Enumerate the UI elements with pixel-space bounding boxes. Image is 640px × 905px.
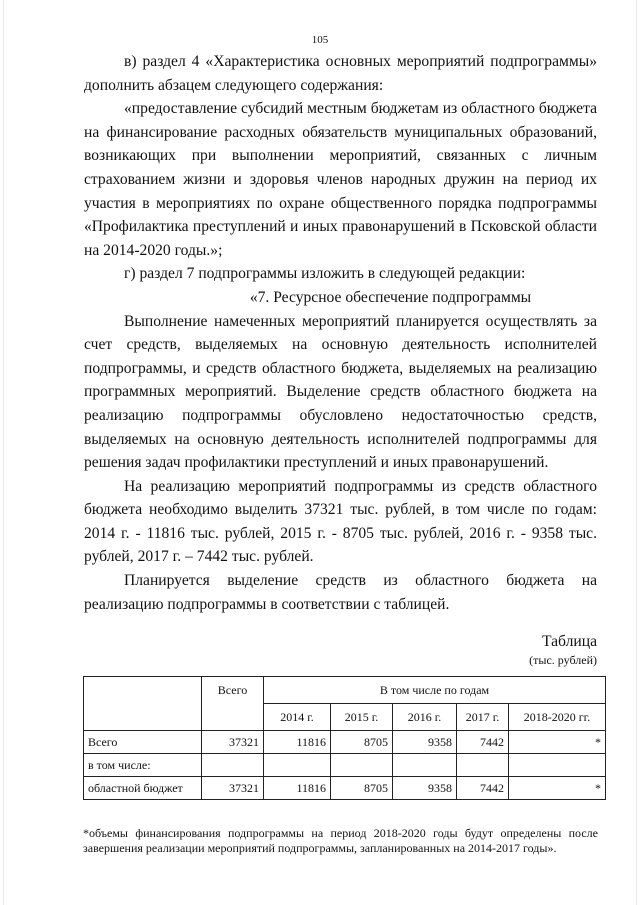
row-total: 37321 [202, 731, 264, 754]
row-value: 8705 [331, 777, 393, 800]
paragraph-section-7-intro: г) раздел 7 подпрограммы изложить в следующей редакции: [124, 265, 526, 283]
scan-edge-right [636, 0, 637, 905]
resource-table [83, 676, 606, 800]
header-year: 2015 г. [331, 704, 393, 731]
header-total: Всего [202, 677, 264, 731]
row-value [393, 754, 457, 777]
document-body [84, 50, 597, 616]
row-label: в том числе: [84, 754, 202, 777]
table-unit: (тыс. рублей) [529, 653, 597, 667]
row-value: 9358 [393, 731, 457, 754]
table-row [84, 754, 606, 777]
row-total: 37321 [202, 777, 264, 800]
header-year: 2016 г. [393, 704, 457, 731]
row-value: 9358 [393, 777, 457, 800]
row-value: 7442 [457, 777, 509, 800]
table-caption [529, 632, 597, 668]
header-year: 2017 г. [457, 704, 509, 731]
row-value [457, 754, 509, 777]
row-value: 8705 [331, 731, 393, 754]
section-heading: «7. Ресурсное обеспечение подпрограммы [249, 288, 532, 306]
table-row [84, 777, 606, 800]
row-value: 11816 [264, 731, 331, 754]
scan-edge-left [3, 0, 4, 905]
row-value [509, 754, 606, 777]
row-value [331, 754, 393, 777]
row-total [202, 754, 264, 777]
table-footnote: *объемы финансирования подпрограммы на период 2018-2020 годы будут определены после завершения реализации мероприятий подпрограммы, запланированных на 2014-2017 годы». [83, 826, 598, 855]
header-year: 2018-2020 гг. [509, 704, 606, 731]
table-title: Таблица [542, 633, 597, 650]
paragraph-implementation: Выполнение намеченных мероприятий планируется осуществлять за счет средств, выделяемых на основную деятельность исполнителей подпрограммы, и средств областного бюджета, выделяемых на реализацию программных мероприятий. Выделение средств областного бюджета на реализацию подпрограммы обусловлено недостаточностью средств, выделяемых на основную деятельность исполнителей подпрограммы для решения задач профилактики преступлений и иных правонарушений. [84, 312, 597, 472]
paragraph-table-intro: Планируется выделение средств из областного бюджета на реализацию подпрограммы в соответствии с таблицей. [84, 572, 597, 613]
row-value: 11816 [264, 777, 331, 800]
table-row [84, 731, 606, 754]
row-value: * [509, 777, 606, 800]
row-label: областной бюджет [84, 777, 202, 800]
table-header-row [84, 677, 606, 704]
row-value: * [509, 731, 606, 754]
header-by-years: В том числе по годам [264, 677, 606, 704]
header-empty-cell [84, 677, 202, 731]
paragraph-subsidy-quote: «предоставление субсидий местным бюджетам из областного бюджета на финансирование расходных обязательств муниципальных образований, возникающих при выполнении мероприятий, связанных с личным страхованием жизни и здоровья членов народных дружин на период их участия в мероприятиях по охране общественного порядка подпрограммы «Профилактика преступлений и иных правонарушений в Псковской области на 2014-2020 годы.»; [84, 100, 597, 259]
row-value: 7442 [457, 731, 509, 754]
page-number: 105 [311, 34, 329, 46]
paragraph-section-4: в) раздел 4 «Характеристика основных мероприятий подпрограммы» дополнить абзацем следующего содержания: [84, 53, 597, 94]
row-label: Всего [84, 731, 202, 754]
row-value [264, 754, 331, 777]
paragraph-funding: На реализацию мероприятий подпрограммы из средств областного бюджета необходимо выделить 37321 тыс. рублей, в том числе по годам: 2014 г. - 11816 тыс. рублей, 2015 г. - 8705 тыс. рублей, 2016 г. - 9358 тыс. рублей, 2017 г. – 7442 тыс. рублей. [84, 477, 597, 566]
header-year: 2014 г. [264, 704, 331, 731]
